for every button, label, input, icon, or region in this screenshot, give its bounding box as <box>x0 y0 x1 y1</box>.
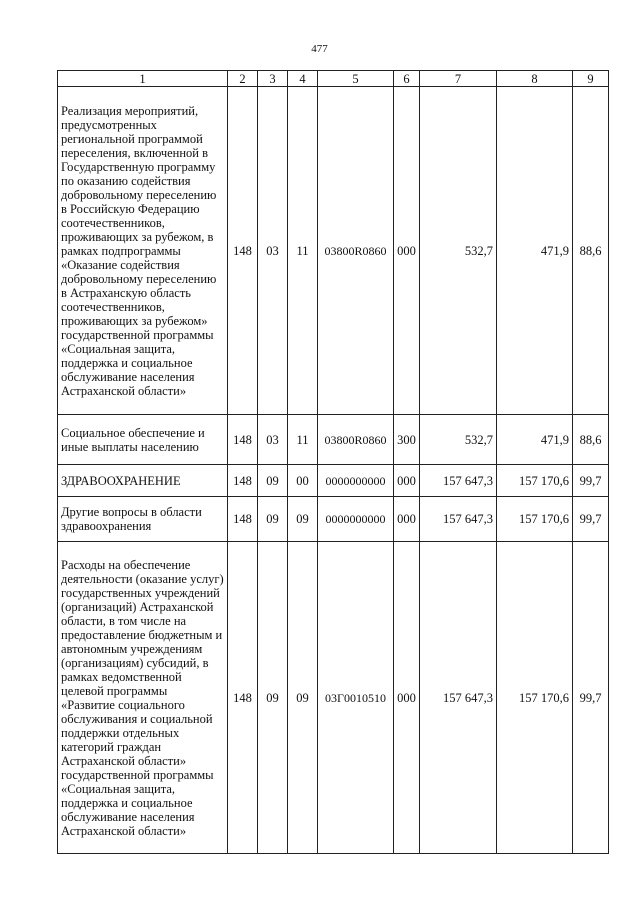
cell-value-7: 157 647,3 <box>420 497 497 542</box>
column-header: 5 <box>318 71 394 87</box>
cell-percent: 99,7 <box>573 497 609 542</box>
cell-expense-type: 000 <box>394 465 420 497</box>
table-row <box>58 542 609 854</box>
table-row <box>58 465 609 497</box>
cell-section: 09 <box>258 542 288 854</box>
column-header: 1 <box>58 71 228 87</box>
cell-value-7: 532,7 <box>420 87 497 415</box>
cell-percent: 99,7 <box>573 542 609 854</box>
cell-subsection: 09 <box>288 497 318 542</box>
cell-section: 03 <box>258 415 288 465</box>
cell-value-8: 157 170,6 <box>497 497 573 542</box>
column-header: 6 <box>394 71 420 87</box>
table-header-row <box>58 71 609 87</box>
row-name: Социальное обеспечение и иные выплаты населению <box>58 415 228 465</box>
cell-value-8: 157 170,6 <box>497 465 573 497</box>
cell-subsection: 11 <box>288 87 318 415</box>
cell-expense-type: 300 <box>394 415 420 465</box>
cell-target-article: 03800R0860 <box>318 87 394 415</box>
cell-target-article: 0000000000 <box>318 497 394 542</box>
cell-value-8: 471,9 <box>497 87 573 415</box>
column-header: 3 <box>258 71 288 87</box>
cell-ministry-code: 148 <box>228 542 258 854</box>
row-name: Другие вопросы в области здравоохранения <box>58 497 228 542</box>
page-number: 477 <box>311 43 328 55</box>
cell-section: 09 <box>258 465 288 497</box>
cell-percent: 88,6 <box>573 87 609 415</box>
cell-ministry-code: 148 <box>228 465 258 497</box>
table-row <box>58 87 609 415</box>
cell-expense-type: 000 <box>394 87 420 415</box>
row-name: ЗДРАВООХРАНЕНИЕ <box>58 465 228 497</box>
cell-value-7: 157 647,3 <box>420 465 497 497</box>
cell-target-article: 03Г0010510 <box>318 542 394 854</box>
column-header: 8 <box>497 71 573 87</box>
cell-ministry-code: 148 <box>228 415 258 465</box>
cell-percent: 99,7 <box>573 465 609 497</box>
column-header: 7 <box>420 71 497 87</box>
row-name: Расходы на обеспечение деятельности (оказание услуг) государственных учреждений (организаций) Астраханской области, в том числе на предоставление бюджетным и автономным учреждениям (организациям) субсидий, в рамках ведомственной целевой программы «Развитие социального обслуживания и социальной поддержки отдельных категорий граждан Астраханской области» государственной программы «Социальная защита, поддержка и социальное обслуживание населения Астраханской области» <box>58 542 228 854</box>
column-header: 2 <box>228 71 258 87</box>
cell-value-7: 157 647,3 <box>420 542 497 854</box>
cell-value-8: 157 170,6 <box>497 542 573 854</box>
cell-target-article: 0000000000 <box>318 465 394 497</box>
cell-expense-type: 000 <box>394 542 420 854</box>
cell-section: 03 <box>258 87 288 415</box>
cell-target-article: 03800R0860 <box>318 415 394 465</box>
cell-subsection: 09 <box>288 542 318 854</box>
cell-subsection: 11 <box>288 415 318 465</box>
column-header: 4 <box>288 71 318 87</box>
cell-section: 09 <box>258 497 288 542</box>
table-row <box>58 415 609 465</box>
cell-percent: 88,6 <box>573 415 609 465</box>
cell-subsection: 00 <box>288 465 318 497</box>
cell-value-8: 471,9 <box>497 415 573 465</box>
cell-expense-type: 000 <box>394 497 420 542</box>
table-row <box>58 497 609 542</box>
cell-value-7: 532,7 <box>420 415 497 465</box>
cell-ministry-code: 148 <box>228 87 258 415</box>
column-header: 9 <box>573 71 609 87</box>
budget-table <box>57 70 609 854</box>
cell-ministry-code: 148 <box>228 497 258 542</box>
row-name: Реализация мероприятий, предусмотренных региональной программой переселения, включенной в Государственную программу по оказанию содействия добровольному переселению в Российскую Федерацию соотечественников, проживающих за рубежом, в рамках подпрограммы «Оказание содействия добровольному переселению в Астраханскую область соотечественников, проживающих за рубежом» государственной программы «Социальная защита, поддержка и социальное обслуживание населения Астраханской области» <box>58 87 228 415</box>
